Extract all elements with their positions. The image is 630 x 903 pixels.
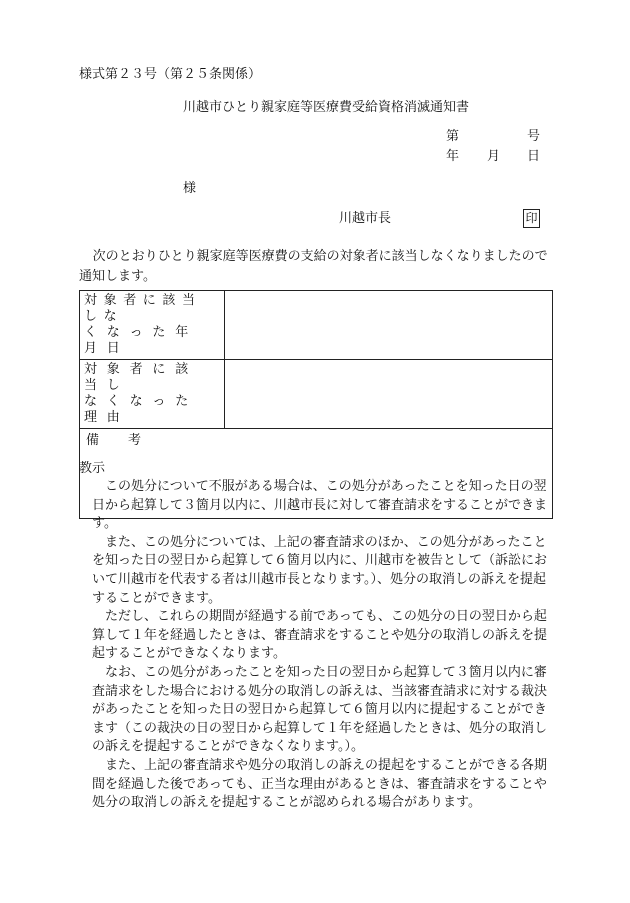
doc-number-suffix: 号 — [527, 129, 541, 144]
notice-paragraph: ただし、これらの期間が経過する前であっても、この処分の日の翌日から起算して１年を経過したときは、審査請求をすることや処分の取消しの訴えを提起することができなくなります。 — [92, 609, 548, 662]
seal-box: 印 — [523, 209, 540, 228]
date-year: 年 — [446, 149, 460, 164]
table-row — [80, 291, 553, 360]
notice-paragraph: この処分について不服がある場合は、この処分があったことを知った日の翌日から起算して３箇月以内に、川越市長に対して審査請求をすることができます。 — [92, 479, 548, 532]
value-cease-date — [225, 291, 553, 360]
table-row — [80, 360, 553, 429]
notice-paragraph: なお、この処分があったことを知った日の翌日から起算して３箇月以内に審査請求をした場合における処分の取消しの訴えは、当該審査請求に対する裁決があったことを知った日の翌日から起算して６箇月以内に提起することができます（この裁決の日の翌日から起算して１年を経過したときは、処分の取消しの訴えを提起することができなくなります。）。 — [92, 664, 548, 755]
addressee-suffix: 様 — [183, 181, 197, 196]
notice-body — [92, 478, 554, 813]
label-cease-reason — [80, 360, 225, 429]
doc-number-prefix: 第 — [446, 129, 460, 144]
intro-text: 次のとおりひとり親家庭等医療費の支給の対象者に該当しなくなりましたので通知します。 — [79, 249, 548, 285]
label-cease-date — [80, 291, 225, 360]
sender-name: 川越市長 — [339, 211, 392, 226]
label-line: なくなった理由 — [84, 394, 199, 425]
date-month: 月 — [487, 149, 501, 164]
document-title: 川越市ひとり親家庭等医療費受給資格消滅通知書 — [183, 100, 470, 115]
date-day: 日 — [527, 149, 541, 164]
label-line: くなった年月日 — [84, 325, 199, 356]
label-line: 対象者に該当しな — [84, 293, 202, 324]
remarks-label: 備 考 — [86, 433, 143, 448]
value-cease-reason — [225, 360, 553, 429]
notice-heading: 教示 — [79, 461, 106, 476]
label-line: 対象者に該当し — [84, 362, 199, 393]
form-number: 様式第２３号（第２５条関係） — [79, 67, 262, 82]
notice-paragraph: また、この処分については、上記の審査請求のほか、この処分があったことを知った日の翌日から起算して６箇月以内に、川越市を被告として（訴訟において川越市を代表する者は川越市長となります。）、処分の取消しの訴えを提起することができます。 — [92, 534, 548, 606]
notice-paragraph: また、上記の審査請求や処分の取消しの訴えの提起をすることができる各期間を経過した後であっても、正当な理由があるときは、審査請求をすることや処分の取消しの訴えを提起することが認められる場合があります。 — [92, 757, 548, 811]
